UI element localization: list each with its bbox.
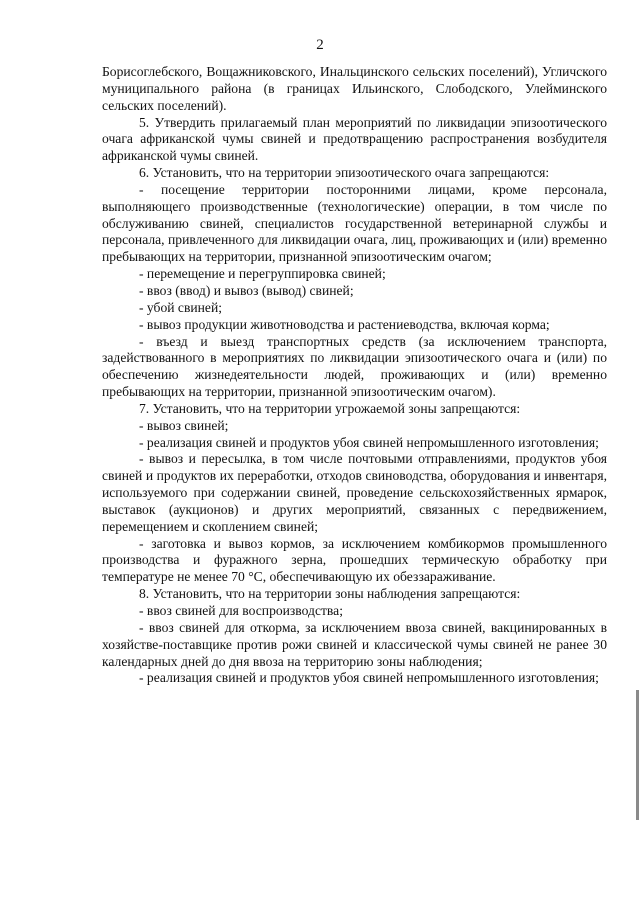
paragraph-item-6: 6. Установить, что на территории эпизоотического очага запрещаются: <box>139 165 550 181</box>
list-item: - вывоз и пересылка, в том числе почтовыми отправлениями, продуктов убоя свиней и продуктов их переработки, отходов свиноводства, оборудования и инвентаря, используемого при содержании свиней, проведение сельскохозяйственных ярмарок, выставок (аукционов) и других мероприятий, связанных с передвижением, перемещением и скоплением свиней; <box>102 451 607 534</box>
list-item: - убой свиней; <box>139 299 223 315</box>
paragraph-item-7: 7. Установить, что на территории угрожаемой зоны запрещаются: <box>139 400 521 416</box>
scan-edge-mark <box>636 690 639 820</box>
list-item: - ввоз свиней для откорма, за исключением ввоза свиней, вакцинированных в хозяйстве-поставщике против рожи свиней и классической чумы свиней не ранее 30 календарных дней до дня ввоза на территорию зоны наблюдения; <box>102 619 607 669</box>
list-item: - вывоз свиней; <box>139 417 229 433</box>
list-item: - перемещение и перегруппировка свиней; <box>139 266 386 282</box>
list-item: - посещение территории посторонними лицами, кроме персонала, выполняющего производственные (технологические) операции, в том числе по обслуживанию свиней, специалистов государственной ветеринарной службы и персонала, привлеченного для ликвидации очага, лиц, проживающих и (или) временно пребывающих на территории, признанной эпизоотическим очагом; <box>102 181 607 265</box>
paragraph-item-5: 5. Утвердить прилагаемый план мероприятий по ликвидации эпизоотического очага африканской чумы свиней и предотвращению распространения возбудителя африканской чумы свиней. <box>102 114 607 164</box>
page-number: 2 <box>316 37 324 53</box>
paragraph-item-8: 8. Установить, что на территории зоны наблюдения запрещаются: <box>139 586 521 602</box>
list-item: - реализация свиней и продуктов убоя свиней непромышленного изготовления; <box>139 670 599 686</box>
list-item: - заготовка и вывоз кормов, за исключением комбикормов промышленного производства и фуражного зерна, прошедших термическую обработку при температуре не менее 70 °C, обеспечивающую их обеззараживание. <box>102 535 607 585</box>
list-item: - ввоз свиней для воспроизводства; <box>139 603 343 618</box>
document-body <box>102 64 607 687</box>
list-item: - въезд и выезд транспортных средств (за исключением транспорта, задействованного в мероприятиях по ликвидации эпизоотического очага и (или) по обеспечению жизнедеятельности людей, проживающих и (или) временно пребывающих на территории, признанной эпизоотическим очагом). <box>102 333 607 400</box>
list-item: - реализация свиней и продуктов убоя свиней непромышленного изготовления; <box>139 434 599 450</box>
paragraph-continuation: Борисоглебского, Вощажниковского, Инальцинского сельских поселений), Угличского муниципального района (в границах Ильинского, Слободского, Улейминского сельских поселений). <box>102 64 607 113</box>
list-item: - ввоз (ввод) и вывоз (вывод) свиней; <box>139 282 354 298</box>
list-item: - вывоз продукции животноводства и растениеводства, включая корма; <box>139 316 550 332</box>
